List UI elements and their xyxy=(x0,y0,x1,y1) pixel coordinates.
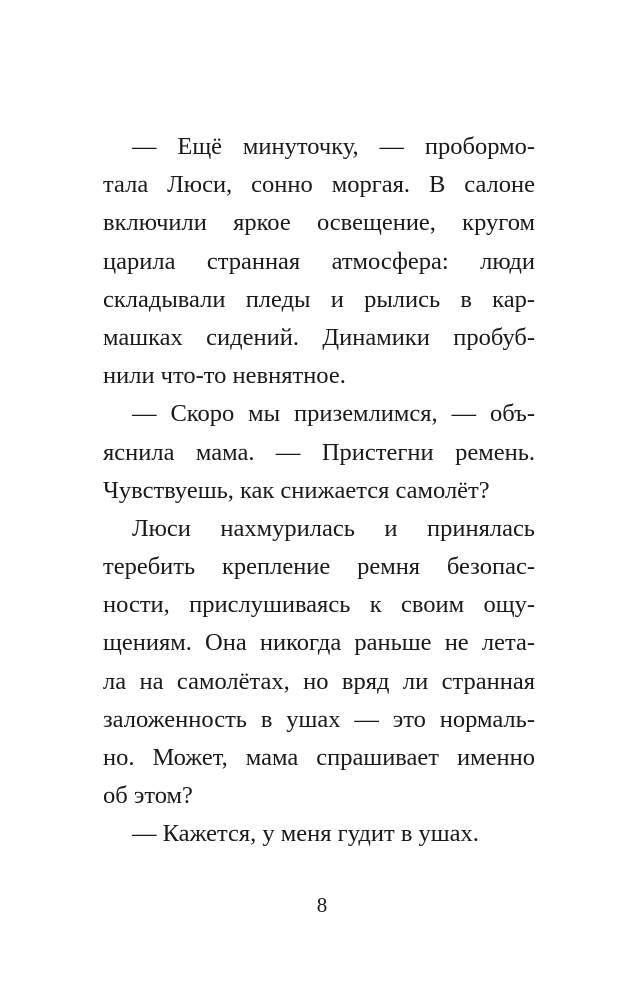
text-line: щениям. Она никогда раньше не лета- xyxy=(103,629,535,657)
text-line: нили что-то невнятное. xyxy=(103,362,346,390)
body-text xyxy=(103,128,535,854)
text-line: складывали пледы и рылись в кар- xyxy=(103,285,535,313)
text-line: теребить крепление ремня безопас- xyxy=(103,553,535,581)
text-line: Люси нахмурилась и принялась xyxy=(132,514,535,542)
text-line: машках сидений. Динамики пробуб- xyxy=(103,323,535,351)
text-line: царила странная атмосфера: люди xyxy=(103,247,535,275)
text-line: об этом? xyxy=(103,782,193,810)
text-line: — Скоро мы приземлимся, — объ- xyxy=(132,400,535,428)
text-line: включили яркое освещение, кругом xyxy=(103,209,535,237)
text-line: тала Люси, сонно моргая. В салоне xyxy=(103,171,535,199)
text-line: — Ещё минуточку, — пробормо- xyxy=(132,133,535,160)
text-line: заложенность в ушах — это нормаль- xyxy=(103,705,535,733)
text-line: но. Может, мама спрашивает именно xyxy=(103,744,535,771)
text-line: Чувствуешь, как снижается самолёт? xyxy=(103,476,490,504)
text-line: — Кажется, у меня гудит в ушах. xyxy=(132,820,479,848)
text-line: яснила мама. — Пристегни ремень. xyxy=(103,438,535,466)
text-line: ности, прислушиваясь к своим ощу- xyxy=(103,591,535,619)
page-number: 8 xyxy=(316,893,328,917)
text-line: ла на самолётах, но вряд ли странная xyxy=(103,667,535,695)
